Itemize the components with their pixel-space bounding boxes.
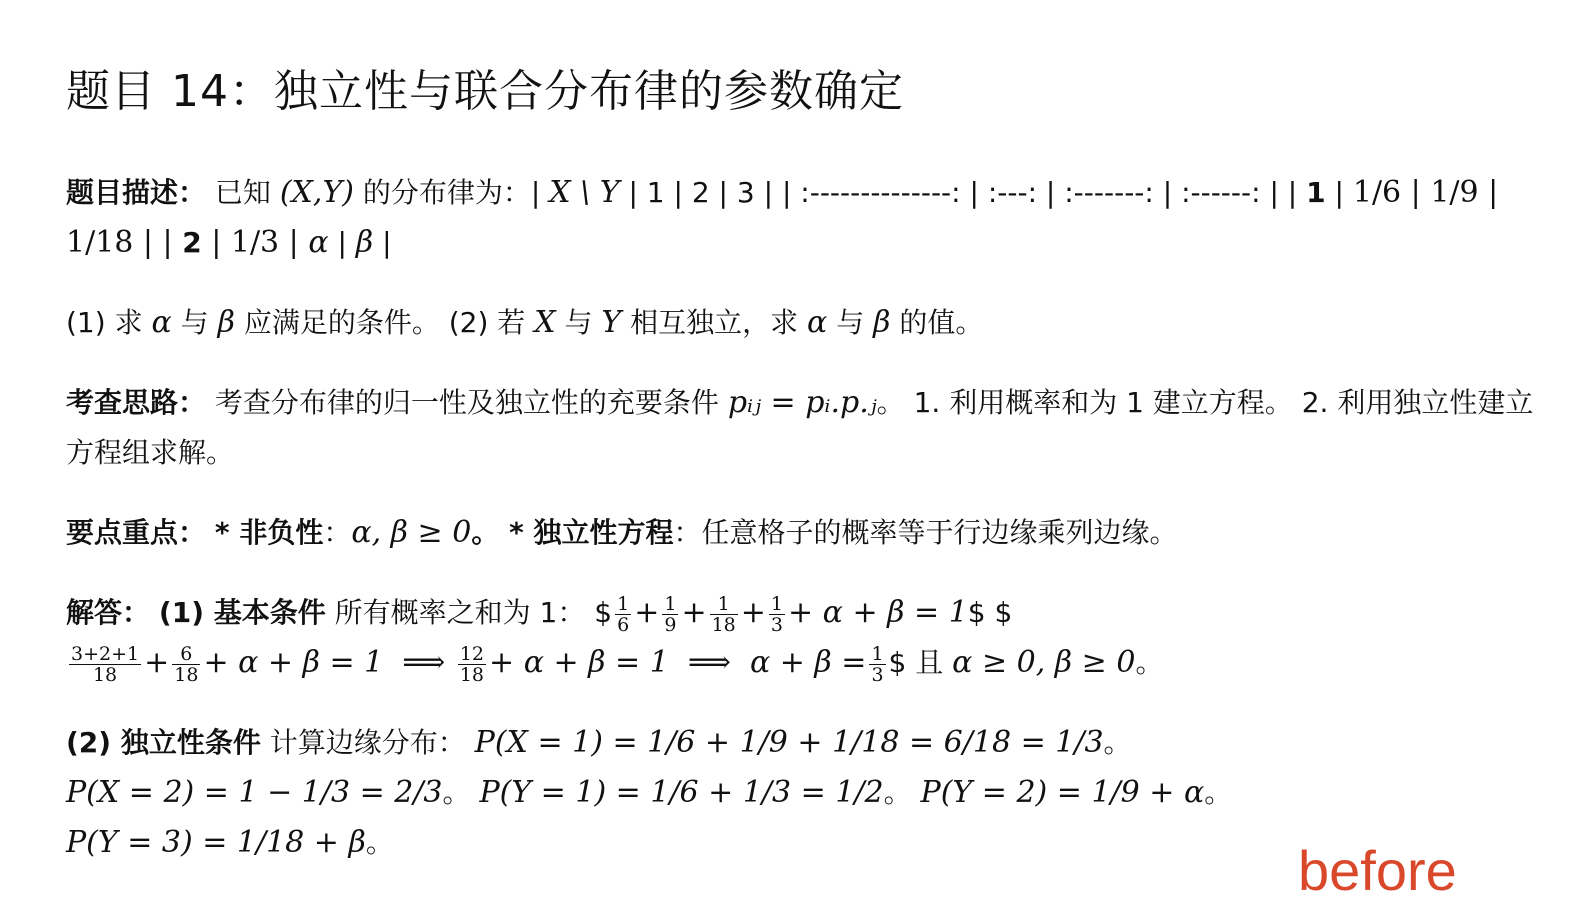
q-with-2: 与 <box>564 306 593 339</box>
marginal-py3: P(Y = 3) = 1/18 + β <box>66 825 366 860</box>
table-row1-label: 1 <box>1306 176 1326 209</box>
problem-intro: 已知 <box>214 176 271 209</box>
nonnegative-condition: α ≥ 0, β ≥ 0 <box>952 645 1136 680</box>
questions <box>66 298 1536 348</box>
equation-mid-1: + α + β = 1 ⟹ <box>203 645 455 680</box>
idea-label: 考查思路： <box>66 386 207 419</box>
problem-intro2: 的分布律为： <box>362 176 531 209</box>
answer-p1-tail: $ 且 <box>888 646 944 679</box>
table-raw-a: | <box>530 176 550 209</box>
q-with-1: 与 <box>180 306 209 339</box>
q-alpha-1: α <box>151 305 172 340</box>
q2-suffix: 的值。 <box>899 306 984 339</box>
fraction-12-18: $\frac{12}{18}$ <box>459 642 485 686</box>
table-header-xy: X \ Y <box>549 175 620 210</box>
document-page <box>66 62 1536 898</box>
fraction-1-3: $\frac{1}{3}$ <box>770 592 783 636</box>
nonnegative-formula: α, β ≥ 0 <box>351 515 472 550</box>
fraction-1-6: $\frac{1}{6}$ <box>617 592 630 636</box>
plus-sign: + <box>681 595 707 630</box>
plus-sign: + <box>144 645 170 680</box>
q-y: Y <box>601 305 622 340</box>
dollar-sign: $ <box>594 596 613 629</box>
q1-suffix: 应满足的条件。 (2) 若 <box>243 306 526 339</box>
keypoints-label: 要点重点： <box>66 516 207 549</box>
keypoint-independence-text: ：任意格子的概率等于行边缘乘列边缘。 <box>673 516 1178 549</box>
answer-p1-end: 。 <box>1135 646 1164 679</box>
problem-description <box>66 168 1536 268</box>
table-alpha: α <box>308 225 329 260</box>
keypoint-nonnegative: 非负性 <box>239 516 324 549</box>
dollar-sign-2: $ $ <box>967 596 1013 629</box>
bullet-2: 。 * <box>471 516 534 549</box>
period: 。 <box>883 776 912 809</box>
q2-middle: 相互独立，求 <box>630 306 799 339</box>
keypoints-section <box>66 508 1536 558</box>
period: 。 <box>365 826 394 859</box>
keypoint-independence: 独立性方程 <box>533 516 674 549</box>
idea-section <box>66 378 1536 478</box>
fraction-1-3-result: $\frac{1}{3}$ <box>871 642 884 686</box>
fraction-321-18: $\frac{3+2+1}{18}$ <box>71 642 140 686</box>
q-alpha-2: α <box>807 305 828 340</box>
table-raw-c: | <box>1325 176 1344 209</box>
table-beta: β <box>355 225 374 260</box>
marginal-px1: P(X = 1) = 1/6 + 1/9 + 1/18 = 6/18 = 1/3 <box>474 725 1104 760</box>
table-row2-raw: | 1/3 | <box>201 225 309 260</box>
independence-formula: pᵢⱼ = pᵢ.p.ⱼ <box>727 385 877 420</box>
period: 。 <box>442 776 471 809</box>
answer-p1-text: 所有概率之和为 1： <box>334 596 586 629</box>
page-title: 题目 14：独立性与联合分布律的参数确定 <box>66 66 904 117</box>
plus-sign: + <box>634 595 660 630</box>
q-with-3: 与 <box>836 306 865 339</box>
period: 。 <box>1103 726 1132 759</box>
plus-sign: + <box>740 595 766 630</box>
answer-p1-head: (1) 基本条件 <box>158 596 326 629</box>
fraction-1-9: $\frac{1}{9}$ <box>664 592 677 636</box>
answer-label: 解答： <box>66 596 151 629</box>
answer-p2-head: (2) 独立性条件 <box>66 726 261 759</box>
table-raw-b: | 1 | 2 | 3 | | :--------------: | :---: | :-------: | :------: | | <box>619 176 1307 209</box>
fraction-1-18: $\frac{1}{18}$ <box>711 592 736 636</box>
marginal-py2: P(Y = 2) = 1/9 + α <box>920 775 1205 810</box>
equation-mid-2: + α + β = 1 ⟹ α + β = <box>489 645 867 680</box>
marginal-px2: P(X = 2) = 1 − 1/3 = 2/3 <box>66 775 443 810</box>
q-beta-2: β <box>873 305 891 340</box>
answer-part-1 <box>66 588 1536 688</box>
table-sep: | <box>328 226 356 259</box>
fraction-6-18: $\frac{6}{18}$ <box>174 642 199 686</box>
marginal-py1: P(Y = 1) = 1/6 + 1/3 = 1/2 <box>479 775 884 810</box>
table-row1-values: 1/6 | 1/9 | 1/18 | | <box>66 175 1499 260</box>
table-end: | <box>373 226 392 259</box>
watermark-before: before <box>1298 839 1457 902</box>
period: 。 <box>1204 776 1233 809</box>
q-x: X <box>534 305 556 340</box>
q-beta-1: β <box>217 305 235 340</box>
bullet-1: * <box>214 516 240 549</box>
sum-equation-tail: + α + β = 1 <box>788 595 968 630</box>
idea-text-1: 考查分布律的归一性及独立性的充要条件 <box>214 386 719 419</box>
table-row2-label: 2 <box>182 226 202 259</box>
keypoint-colon: ： <box>323 516 352 549</box>
idea-text-2: 。 1. 利用概率和为 1 建立方程。 2. 利用独立性建立方程组求解。 <box>66 386 1534 469</box>
q1-prefix: (1) 求 <box>66 306 143 339</box>
problem-label: 题目描述： <box>66 176 207 209</box>
answer-p2-text: 计算边缘分布： <box>269 726 466 759</box>
xy-pair: (X,Y) <box>279 175 354 210</box>
